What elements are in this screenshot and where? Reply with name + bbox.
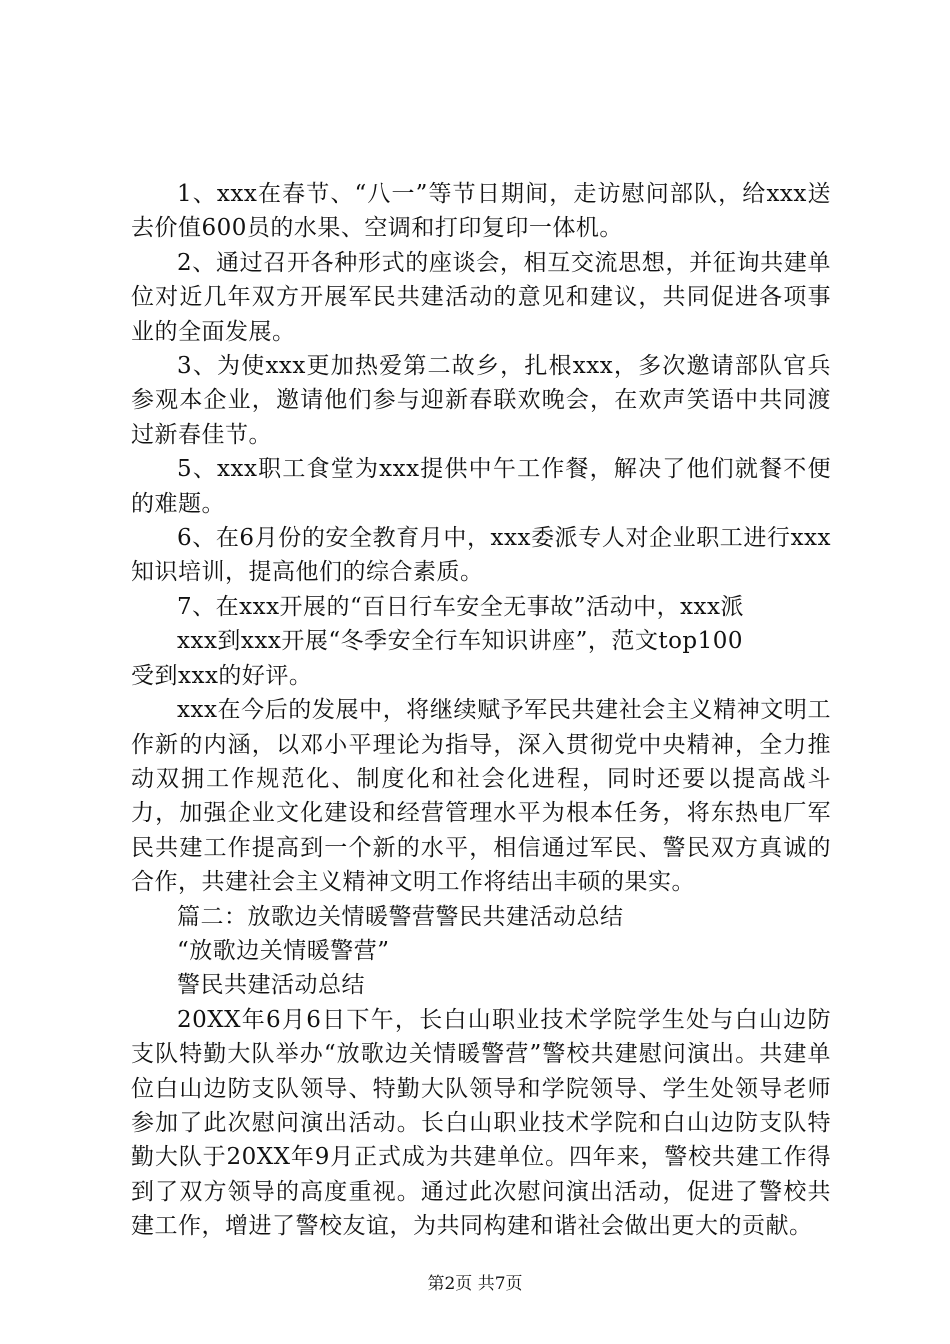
paragraph-conclusion: xxx在今后的发展中，将继续赋予军民共建社会主义精神文明工作新的内涵，以邓小平理论为指导，深入贯彻党中央精神，全力推动双拥工作规范化、制度化和社会化进程，同时还要以提高战斗力，加强企业文化建设和经营管理水平为根本任务，将东热电厂军民共建工作提高到一个新的水平，相信通过军民、警民双方真诚的合作，共建社会主义精神文明工作将结出丰硕的果实。: [131, 697, 831, 896]
paragraph-item-7-line-2: xxx到xxx开展“冬季安全行车知识讲座”，范文top100: [177, 628, 744, 655]
page-footer: 第2页 共7页: [427, 1274, 523, 1294]
paragraph-item-1: 1、xxx在春节、“八一”等节日期间，走访慰问部队，给xxx送去价值600员的水果、空调和打印复印一体机。: [131, 181, 831, 242]
paragraph-item-5: 5、xxx职工食堂为xxx提供中午工作餐，解决了他们就餐不便的难题。: [131, 456, 831, 517]
paragraph-item-7-line-3: 受到xxx的好评。: [131, 662, 313, 689]
article-title: “放歌边关情暖警营”: [177, 937, 390, 964]
document-body: [131, 177, 831, 1244]
paragraph-item-3: 3、为使xxx更加热爱第二故乡，扎根xxx，多次邀请部队官兵参观本企业，邀请他们参与迎新春联欢晚会，在欢声笑语中共同渡过新春佳节。: [131, 353, 831, 448]
paragraph-event-summary: 20XX年6月6日下午，长白山职业技术学院学生处与白山边防支队特勤大队举办“放歌边关情暖警营”警校共建慰问演出。共建单位白山边防支队领导、特勤大队领导和学院领导、学生处领导老师参加了此次慰问演出活动。长白山职业技术学院和白山边防支队特勤大队于20XX年9月正式成为共建单位。四年来，警校共建工作得到了双方领导的高度重视。通过此次慰问演出活动，促进了警校共建工作，增进了警校友谊，为共同构建和谐社会做出更大的贡献。: [131, 1006, 831, 1240]
article-subtitle: 警民共建活动总结: [177, 972, 365, 999]
paragraph-item-6: 6、在6月份的安全教育月中，xxx委派专人对企业职工进行xxx知识培训，提高他们的综合素质。: [131, 525, 831, 586]
paragraph-item-2: 2、通过召开各种形式的座谈会，相互交流思想，并征询共建单位对近几年双方开展军民共建活动的意见和建议，共同促进各项事业的全面发展。: [131, 249, 831, 345]
paragraph-item-7-line-1: 7、在xxx开展的“百日行车安全无事故”活动中，xxx派: [177, 593, 744, 620]
section-heading: 篇二：放歌边关情暖警营警民共建活动总结: [177, 903, 624, 930]
